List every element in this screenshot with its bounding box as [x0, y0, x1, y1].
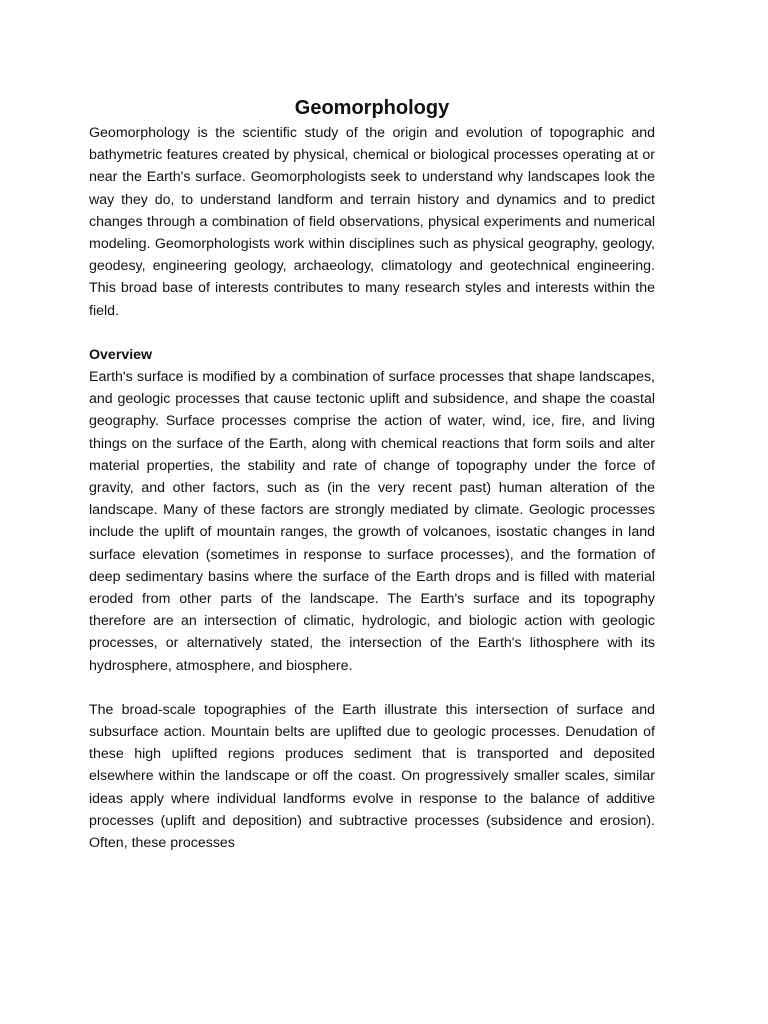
document-title: Geomorphology — [294, 97, 450, 119]
paragraph-spacer — [89, 677, 655, 699]
intro-paragraph: Geomorphology is the scientific study of the origin and evolution of topographic and bathymetric features created by physical, chemical or biological processes operating at or near the Earth's surface. Geomorphologists seek to understand why landscapes look the way they do, to understand landform and terrain history and dynamics and to predict changes through a combination of field observations, physical experiments and numerical modeling. Geomorphologists work within disciplines such as physical geography, geology, geodesy, engineering geology, archaeology, climatology and geotechnical engineering. This broad base of interests contributes to many research styles and interests within the field. — [89, 125, 655, 319]
overview-paragraph-2: The broad-scale topographies of the Earth illustrate this intersection of surface and subsurface action. Mountain belts are uplifted due to geologic processes. Denudation of these high uplifted regions produces sediment that is transported and deposited elsewhere within the landscape or off the coast. On progressively smaller scales, similar ideas apply where individual landforms evolve in response to the balance of additive processes (uplift and deposition) and subtractive processes (subsidence and erosion). Often, these processes — [89, 701, 655, 852]
paragraph-spacer — [89, 322, 655, 344]
overview-paragraph-1: Earth's surface is modified by a combination of surface processes that shape landscapes, and geologic processes that cause tectonic uplift and subsidence, and shape the coastal geography. Surface processes comprise the action of water, wind, ice, fire, and living things on the surface of the Earth, along with chemical reactions that form soils and alter material properties, the stability and rate of change of topography under the force of gravity, and other factors, such as (in the very recent past) human alteration of the landscape. Many of these factors are strongly mediated by climate. Geologic processes include the uplift of mountain ranges, the growth of volcanoes, isostatic changes in land surface elevation (sometimes in response to surface processes), and the formation of deep sedimentary basins where the surface of the Earth drops and is filled with material eroded from other parts of the landscape. The Earth's surface and its topography therefore are an intersection of climatic, hydrologic, and biologic action with geologic processes, or alternatively stated, the intersection of the Earth's lithosphere with its hydrosphere, atmosphere, and biosphere. — [89, 369, 655, 674]
document-body — [89, 96, 655, 854]
overview-heading: Overview — [89, 346, 153, 363]
